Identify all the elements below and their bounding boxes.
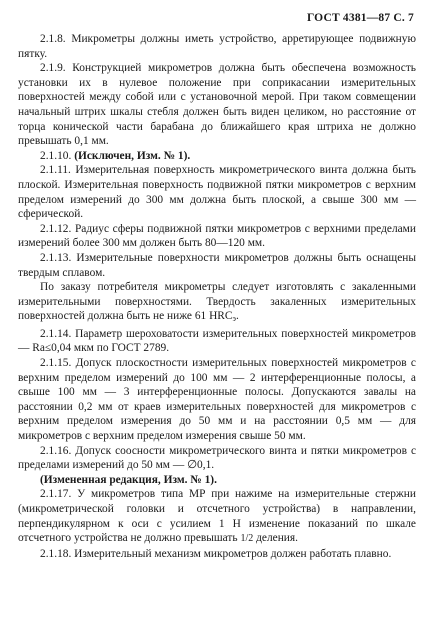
document-body [18, 32, 416, 561]
hardness-subscript: э [232, 314, 236, 324]
paragraph-2-1-13: 2.1.13. Измерительные поверхности микрометров должны быть оснащены твердым сплавом. [18, 251, 416, 279]
paragraph-2-1-15: 2.1.15. Допуск плоскостности измерительных поверхностей микрометров с верхним пределом измерений до 100 мм — 2 интерференционные полосы, а свыше 100 мм — 3 интерференционные полосы. Допускаются завалы на расстоянии 0,2 мм от краев измерительных поверхностей для микрометров с верхним пределом измерения до 50 мм и на расстоянии 0,5 мм — для микрометров с верхним пределом измерения свыше 50 мм. [18, 357, 416, 443]
fraction-half: 1/2 [240, 533, 254, 545]
paragraph-2-1-17 [18, 487, 416, 546]
paragraph-2-1-8: 2.1.8. Микрометры должны иметь устройство, арретирующее подвижную пятку. [18, 33, 416, 60]
excluded-note: (Исключен, Изм. № 1). [74, 149, 191, 162]
clause-17-text: 2.1.17. У микрометров типа МР при нажиме на измерительные стержни (микрометрической головки и отсчетного устройства) в направлении, перпендикулярном к оси с усилием 1 Н изменение показаний по шкале отсчетного устройства не должно превышать [18, 488, 416, 545]
page-header: ГОСТ 4381—87 С. 7 [306, 12, 414, 24]
clause-17-tail: деления. [253, 532, 298, 545]
amended-note: (Измененная редакция, Изм. № 1). [40, 473, 217, 486]
paragraph-2-1-11: 2.1.11. Измерительная поверхность микрометрического винта должна быть плоской. Измерительная поверхность подвижной пятки микрометров с верхним пределом измерений до 300 мм должна быть плоской, а свыше 300 мм — сферической. [18, 164, 416, 221]
paragraph-2-1-9: 2.1.9. Конструкцией микрометров должна быть обеспечена возможность установки их в нулевое положение при соприкасании измерительных поверхностей между собой или с установочной мерой. При таком совмещении начальный штрих шкалы стебля должен быть виден целиком, но расстояние от торца конической части барабана до ближайшего края штриха не должно превышать 0,1 мм. [18, 62, 416, 148]
paragraph-2-1-18: 2.1.18. Измерительный механизм микрометров должен работать плавно. [40, 547, 392, 560]
paragraph-2-1-12: 2.1.12. Радиус сферы подвижной пятки микрометров с верхними пределами измерений более 300 мм должен быть 80—120 мм. [18, 222, 416, 250]
clause-number: 2.1.10. [40, 149, 72, 162]
paragraph-2-1-16: 2.1.16. Допуск соосности микрометрического винта и пятки микрометров с пределами измерений до 50 мм — ∅0,1. [18, 444, 416, 472]
hardness-text: По заказу потребителя микрометры следует изготовлять с закаленными измерительными поверхностями. Твердость закаленных измерительных поверхностей должна быть не ниже 61 HRC [18, 281, 416, 323]
paragraph-2-1-10 [18, 149, 416, 164]
hardness-tail: . [235, 310, 239, 323]
paragraph-hardness [18, 280, 416, 327]
paragraph-2-1-14: 2.1.14. Параметр шероховатости измерительных поверхностей микрометров — Ra≤0,04 мкм по ГОСТ 2789. [18, 327, 416, 355]
